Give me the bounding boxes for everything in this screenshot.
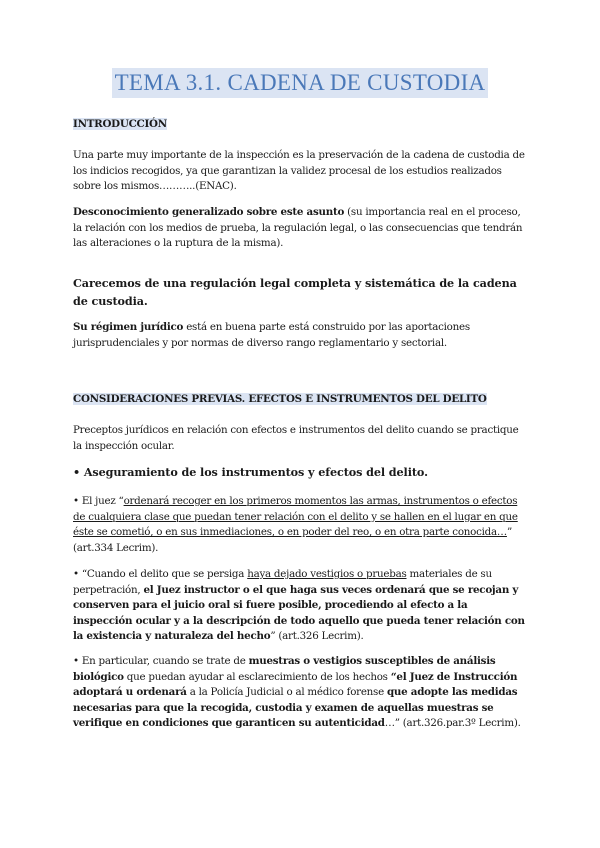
section2-bullet-1-bold: • Aseguramiento de los instrumentos y efectos del delito. xyxy=(73,465,428,479)
section2-bullet-4-end: …” (art.326.par.3º Lecrim). xyxy=(384,717,521,730)
intro-paragraph-1: Una parte muy importante de la inspección es la preservación de la cadena de custodia de los indicios recogidos, ya que garantizan la validez procesal de los estudios realizados sobre los mismos………..(ENAC). xyxy=(73,149,525,193)
section2-bullet-2-post: ” (art.334 Lecrim). xyxy=(73,526,512,554)
section2-bullet-3-end: ” (art.326 Lecrim). xyxy=(270,630,364,643)
intro-heading-block xyxy=(73,117,525,133)
section2-bullet-3-b: materiales de su perpetración, xyxy=(73,568,492,596)
section2-bullet-4-a: • En particular, cuando se trate de xyxy=(73,655,249,667)
intro-heading: INTRODUCCIÓN xyxy=(73,118,167,130)
intro-paragraph-4-bold: Su régimen jurídico xyxy=(73,321,184,333)
section2-bullet-3-a: • “Cuando el delito que se persiga xyxy=(73,568,248,580)
intro-paragraph-4 xyxy=(73,320,525,351)
section2-heading-block xyxy=(73,392,525,408)
section2-bullet-4-bold-3: que adopte las medidas necesarias para que la recogida, custodia y examen de aquellas muestras se verifique en condiciones que garanticen su autenticidad xyxy=(73,686,518,730)
page-title-wrap xyxy=(0,68,600,98)
intro-paragraph-2-text: (su importancia real en el proceso, la relación con los medios de prueba, la regulación legal, o las consecuencias que tendrán las alteraciones o la ruptura de la misma). xyxy=(73,206,523,250)
section2-bullet-4-bold-1: muestras o vestigios susceptibles de análisis biológico xyxy=(73,655,496,683)
section2-bullet-3-underlined: haya dejado vestigios o pruebas xyxy=(247,568,407,580)
intro-paragraph-3-bold: Carecemos de una regulación legal completa y sistemática de la cadena de custodia. xyxy=(73,276,517,308)
intro-paragraph-2 xyxy=(73,205,525,252)
section2-bullet-2 xyxy=(73,494,525,556)
section2-bullet-3-bold: el Juez instructor o el que haga sus veces ordenará que se recojan y conserven para el juicio oral si fuere posible, procediendo al efecto a la inspección ocular y a la descripción de todo aquello que pueda tener relación con la existencia y naturaleza del hecho xyxy=(73,583,525,643)
section2-bullet-4-bold-2: “el Juez de Instrucción adoptará u ordenará xyxy=(73,670,518,699)
section2-bullet-3 xyxy=(73,567,525,645)
section2-bullet-1 xyxy=(73,464,525,482)
section2-bullet-4 xyxy=(73,654,525,732)
intro-paragraph-3 xyxy=(73,275,525,310)
intro-paragraph-4-text: está en buena parte está construido por las aportaciones jurisprudenciales y por normas de diverso rango reglamentario y sectorial. xyxy=(73,321,470,349)
section2-bullet-2-quote: ordenará recoger en los primeros momentos las armas, instrumentos o efectos de cualquiera clase que puedan tener relación con el delito y se hallen en el lugar en que éste se cometió, o en sus inmediaciones, o en poder del reo, o en otra parte conocida… xyxy=(73,495,518,539)
section2-paragraph-1: Preceptos jurídicos en relación con efectos e instrumentos del delito cuando se practique la inspección ocular. xyxy=(73,424,519,452)
section2-heading: CONSIDERACIONES PREVIAS. EFECTOS E INSTRUMENTOS DEL DELITO xyxy=(73,393,487,405)
intro-paragraph-2-bold: Desconocimiento generalizado sobre este asunto xyxy=(73,206,345,218)
page-title: TEMA 3.1. CADENA DE CUSTODIA xyxy=(112,68,489,98)
section2-bullet-4-b: que puedan ayudar al esclarecimiento de los hechos xyxy=(123,670,391,683)
section2-bullet-2-pre: • El juez “ xyxy=(73,495,124,507)
section2-bullet-4-c: a la Policía Judicial o al médico forense xyxy=(186,686,387,699)
